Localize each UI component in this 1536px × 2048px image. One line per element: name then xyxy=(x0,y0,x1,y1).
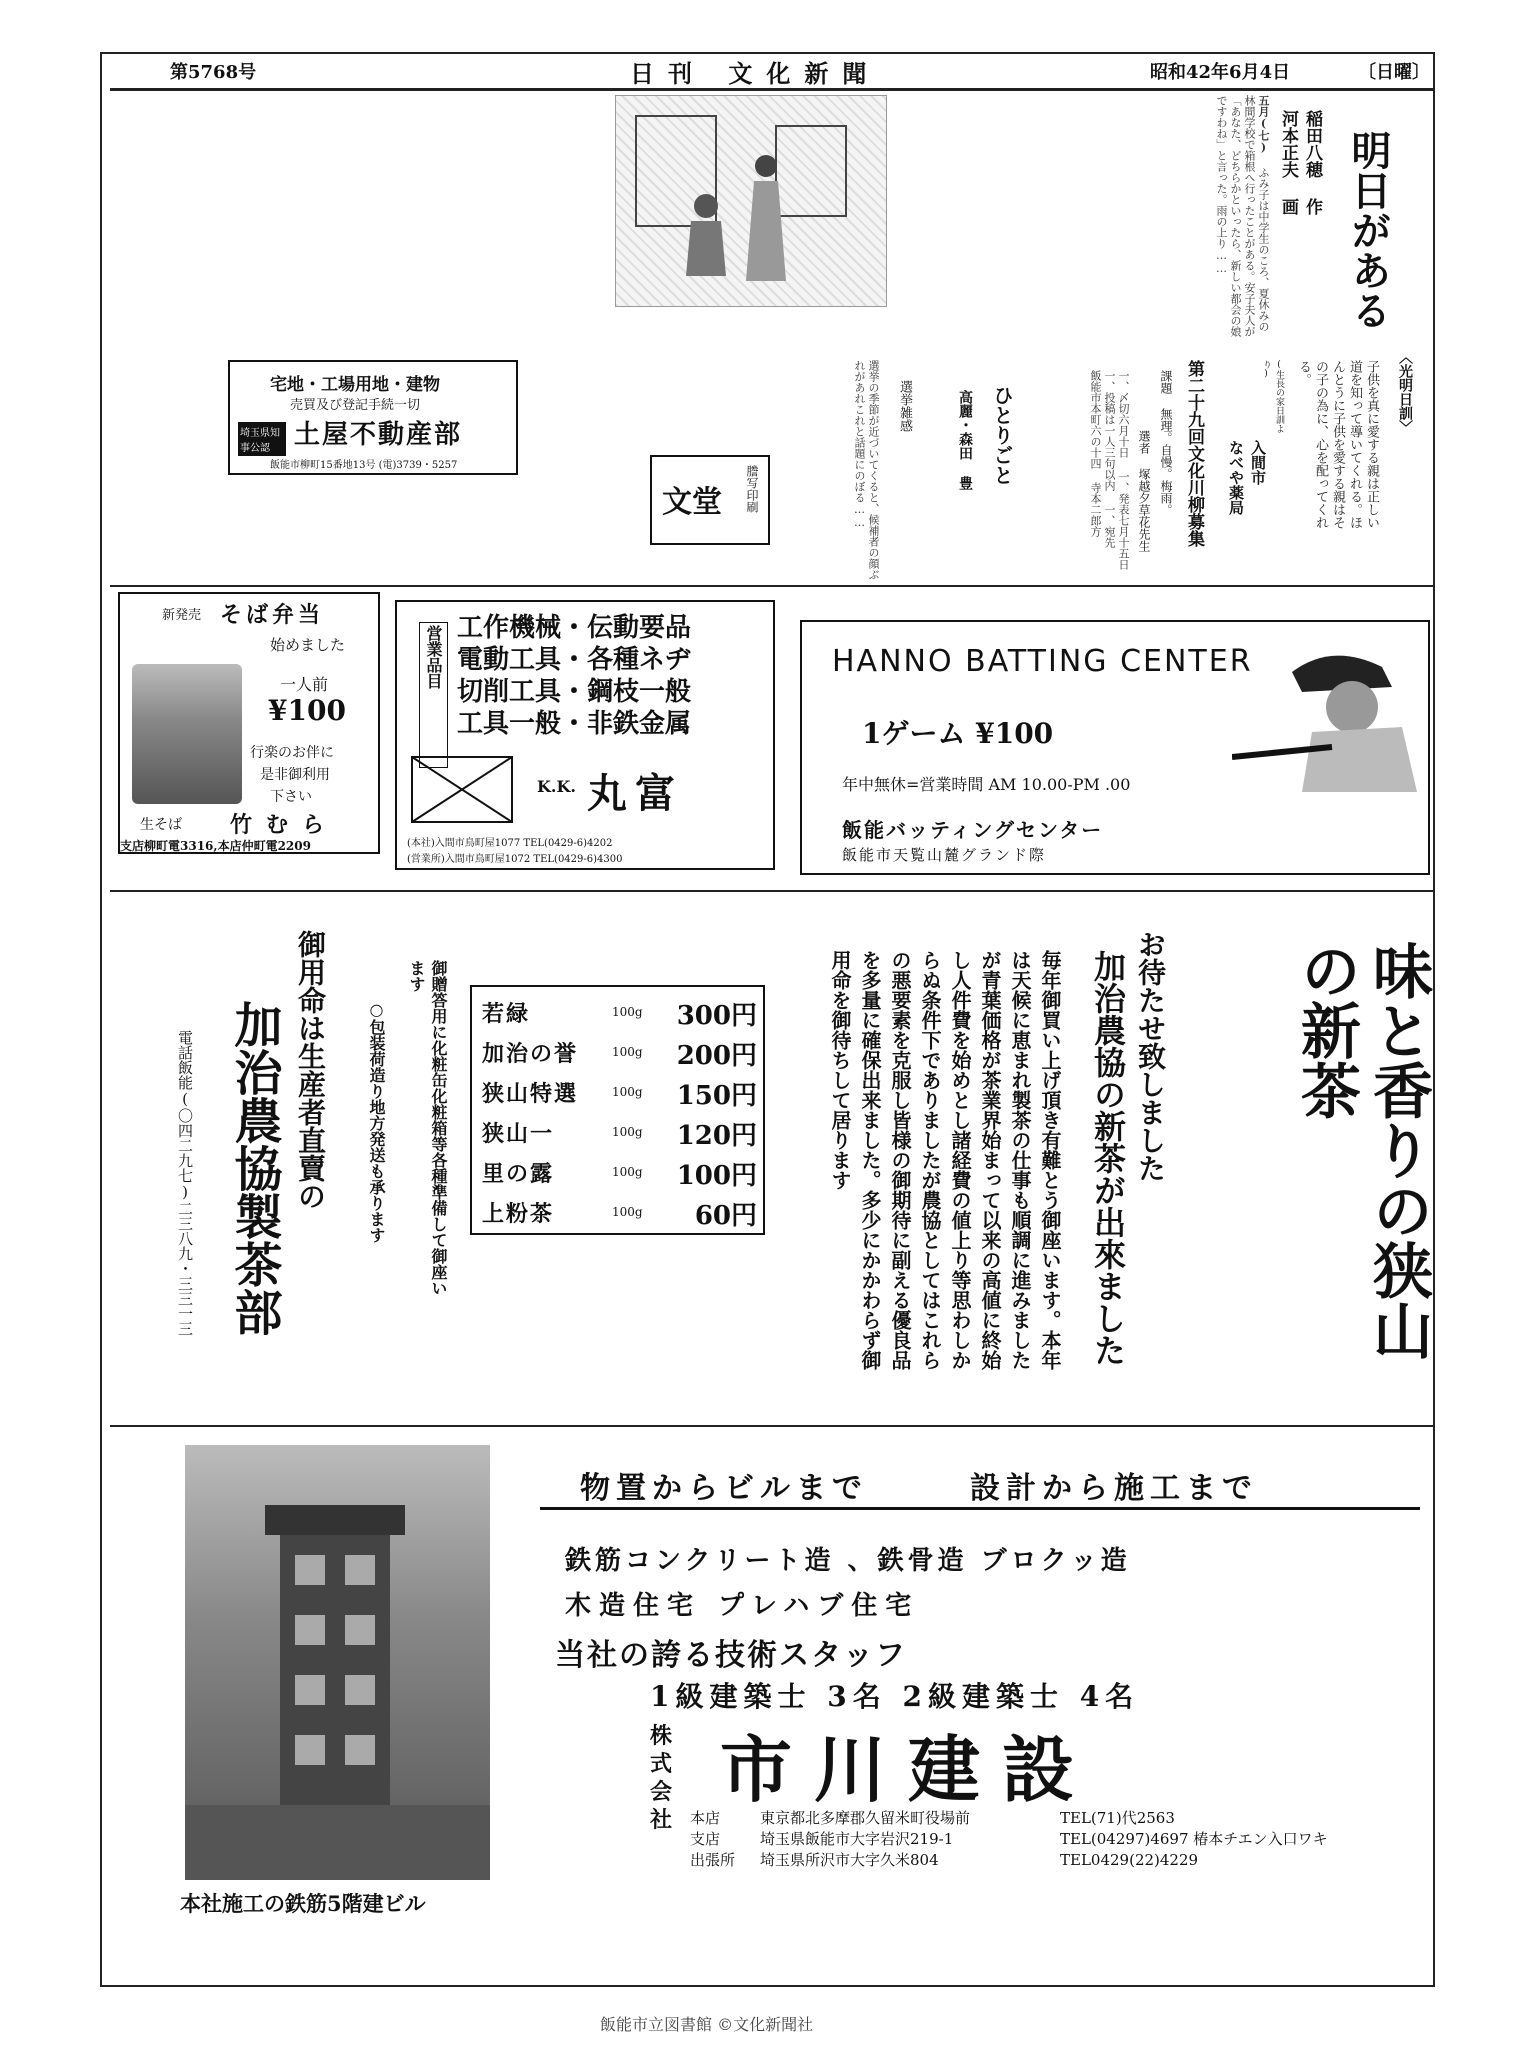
senryu-rules xyxy=(1050,370,1130,570)
office-address: 埼玉県所沢市大字久米804 xyxy=(760,1851,939,1869)
realestate-address: 飯能市柳町15番地13号 (電)3739・5257 xyxy=(270,460,458,471)
illustration-figures xyxy=(616,96,886,306)
soba-portion: 一人前 xyxy=(280,675,329,694)
essay-body: 選挙の季節が近づいてくると、候補者の顔ぶれがあれこれと話題にのぼる…… xyxy=(853,360,880,580)
price-unit: 100g xyxy=(612,1005,643,1019)
price-name: 狭山特選 xyxy=(482,1081,579,1107)
soba-product: そば弁当 xyxy=(220,602,325,628)
office-row xyxy=(690,1850,1430,1871)
batter-illustration xyxy=(1232,642,1422,792)
office-label: 出張所 xyxy=(690,1851,736,1869)
slogan-left: 物置からビルまで xyxy=(580,1471,868,1506)
issue-number: 第5768号 xyxy=(170,62,257,83)
ichikawa-line2: 木造住宅 プレハブ住宅 xyxy=(565,1591,920,1621)
masthead-rule xyxy=(110,88,1435,91)
row-rule-2 xyxy=(110,890,1435,892)
serial-body-right xyxy=(1110,95,1270,340)
serial-chapter: 五月(七) xyxy=(1257,95,1270,154)
row-rule-3 xyxy=(110,1425,1435,1427)
soba-started: 始めました xyxy=(270,636,346,654)
masthead xyxy=(110,52,1440,90)
soba-phone: 支店柳町電3316,本店仲町電2209 xyxy=(120,839,311,853)
marutomi-logo xyxy=(407,752,517,827)
marutomi-category: 営業品目 xyxy=(419,622,448,768)
price-value: 120円 xyxy=(676,1121,757,1151)
price-unit: 100g xyxy=(612,1125,643,1139)
soba-price: ¥100 xyxy=(268,694,346,727)
office-row xyxy=(690,1829,1430,1850)
senryu-subject: 課題 無理。自慢。梅雨。 xyxy=(1159,370,1173,516)
office-row xyxy=(690,1808,1430,1829)
soba-new-label: 新発売 xyxy=(162,608,202,623)
price-name: 里の露 xyxy=(482,1161,555,1187)
motto-heading: 〈光明日訓〉 xyxy=(1397,350,1413,434)
price-row xyxy=(482,1193,757,1231)
realestate-line2: 売買及び登記手続一切 xyxy=(290,398,421,413)
serial-body: ふみ子は中学生のころ、夏休みの林間学校で箱根へ行ったことがある。安子夫人が「あなた、どちらかといったら、新しい都会の娘ですわね」と言った。雨の上り…… xyxy=(1215,95,1270,337)
price-value: 150円 xyxy=(676,1081,757,1111)
marutomi-item: 切削工具・鋼枝一般 xyxy=(457,677,692,707)
marutomi-item: 工作機械・伝動要品 xyxy=(457,613,692,643)
senryu-address: 一、宛先 飯能市本町六の十四 寺本二郎方 xyxy=(1089,370,1116,548)
price-row xyxy=(482,1033,757,1071)
marutomi-items xyxy=(457,612,691,740)
essay-heading: ひとりごと xyxy=(990,385,1014,485)
price-name: 加治の誉 xyxy=(482,1041,579,1067)
ichikawa-slogan-band xyxy=(540,1455,1420,1510)
photo-caption: 本社施工の鉄筋5階建ビル xyxy=(180,1891,426,1916)
serial-body-mid xyxy=(895,95,1095,340)
tea-sub: 加治農協の新茶が出來ました xyxy=(1089,950,1127,1366)
building-photo xyxy=(185,1445,490,1880)
price-unit: 100g xyxy=(612,1045,643,1059)
office-address: 東京都北多摩郡久留米町役場前 xyxy=(760,1809,971,1827)
soba-photo xyxy=(132,664,242,804)
ichikawa-corp: 株式会社 xyxy=(650,1723,673,1833)
ichikawa-line1: 鉄筋コンクリート造 、鉄骨造 ブロクッ造 xyxy=(565,1546,1131,1576)
price-unit: 100g xyxy=(612,1205,643,1219)
print-shop-name: 文堂 xyxy=(662,485,722,520)
tea-wait: お待たせ致しました xyxy=(1134,930,1167,1182)
price-row xyxy=(482,1073,757,1111)
building-illustration xyxy=(185,1445,490,1880)
senryu-rules-text: 一、〆切六月十日 一、発表七月十五日 一、投稿は一人三句以内 xyxy=(1103,370,1130,570)
office-tel: TEL0429(22)4229 xyxy=(1060,1851,1199,1869)
footer-credit: 飯能市立図書館 ©文化新聞社 xyxy=(600,2015,814,2034)
price-name: 若緑 xyxy=(482,1001,531,1027)
soba-note2: 是非御利用 xyxy=(260,767,330,783)
price-unit: 100g xyxy=(612,1165,643,1179)
realestate-name: 土屋不動産部 xyxy=(294,420,463,450)
tea-shipping: ○包装荷造り地方発送も承ります xyxy=(367,1000,386,1243)
marutomi-ad xyxy=(395,600,775,870)
serial-illustration xyxy=(615,95,887,307)
marutomi-item: 電動工具・各種ネヂ xyxy=(457,645,692,675)
price-value: 100円 xyxy=(676,1161,757,1191)
tea-org: 加治農協製茶部 xyxy=(226,1000,282,1336)
print-shop-ad xyxy=(650,455,770,545)
marutomi-branch: (営業所)入間市鳥町屋1072 TEL(0429-6)4300 xyxy=(407,854,623,865)
serial-body-continued xyxy=(110,360,220,580)
soba-shop-prefix: 生そば xyxy=(140,817,182,833)
price-value: 300円 xyxy=(676,1001,757,1031)
office-label: 本店 xyxy=(690,1809,721,1827)
price-name: 狭山一 xyxy=(482,1121,555,1147)
row-rule-1 xyxy=(110,585,1435,587)
weekday: 〔日曜〕 xyxy=(1358,62,1430,83)
senryu-heading: 第二十九回文化川柳募集 xyxy=(1184,360,1204,547)
price-name: 上粉茶 xyxy=(482,1201,555,1227)
marutomi-hq: (本社)入間市鳥町屋1077 TEL(0429-6)4202 xyxy=(407,838,613,849)
realestate-license: 埼玉県知事公認 xyxy=(238,422,286,456)
essay-label: 選挙雑感 xyxy=(897,380,912,432)
price-row xyxy=(482,1113,757,1151)
batting-location: 飯能市天覧山麓グランド際 xyxy=(842,846,1047,864)
price-value: 60円 xyxy=(694,1201,757,1231)
ichikawa-staff-heading: 当社の誇る技術スタッフ xyxy=(555,1638,907,1673)
price-value: 200円 xyxy=(676,1041,757,1071)
batting-hours: 年中無休=営業時間 AM 10.00-PM .00 xyxy=(842,775,1131,794)
print-shop-service: 謄写印刷 xyxy=(745,465,759,513)
tea-phone: 電話飯能(〇四二九七)二三八九・三三一三 xyxy=(176,1030,194,1336)
batting-center-ad xyxy=(800,620,1430,875)
marutomi-item: 工具一般・非鉄金属 xyxy=(457,709,692,739)
soba-note1: 行楽のお伴に xyxy=(250,745,334,761)
tea-headline: 味と香りの狭山の新茶 xyxy=(1291,940,1433,1360)
serial-author: 稲田八穂 作 xyxy=(1302,110,1322,215)
tea-body: 毎年御買い上げ頂き有難とう御座います。本年は天候に恵まれ製茶の仕事も順調に進みましたが青葉価格が茶業界始まって以来の高値に終始し人件費を始めとし諸経費の値上り等思わしからぬ条件下でありましたが農協としてはこれらの悪要素を克服し皆様の御期待に副える優良品を多量に確保出来ました。多少にかかわらず御用命を御待ちして居ります xyxy=(828,950,1062,1370)
office-address: 埼玉県飯能市大字岩沢219-1 xyxy=(760,1830,954,1848)
batting-name: 飯能バッティングセンター xyxy=(842,818,1104,842)
ichikawa-name: 市川建設 xyxy=(720,1727,1097,1812)
serial-title: 明日がある xyxy=(1345,130,1391,330)
ichikawa-staff: 1級建築士 3名 2級建築士 4名 xyxy=(650,1680,1140,1713)
tea-gift: 御贈答用に化粧缶化粧箱等各種準備して御座います xyxy=(407,960,448,1296)
newspaper-title: 日刊 文化新聞 xyxy=(630,59,881,88)
tea-price-table xyxy=(470,985,765,1235)
office-tel: TEL(04297)4697 椿本チエン入口ワキ xyxy=(1060,1830,1328,1848)
realestate-ad xyxy=(228,360,518,475)
batting-title: HANNO BATTING CENTER xyxy=(832,644,1253,679)
serial-illustrator: 河本正夫 画 xyxy=(1278,110,1298,215)
office-label: 支店 xyxy=(690,1830,721,1848)
essay-author: 高麗・森田 豊 xyxy=(957,390,973,490)
issue-date: 昭和42年6月4日 xyxy=(1150,62,1291,83)
senryu-judge: 選者 塚越夕草花先生 xyxy=(1137,430,1151,552)
office-tel: TEL(71)代2563 xyxy=(1060,1809,1175,1827)
soba-ad xyxy=(118,592,380,854)
ichikawa-offices xyxy=(690,1808,1430,1871)
slogan-underline xyxy=(540,1507,1420,1510)
soba-note3: 下さい xyxy=(270,789,312,805)
marutomi-company: 丸富 xyxy=(587,770,683,817)
marutomi-company-prefix: K.K. xyxy=(537,777,576,796)
motto-sponsor-name: なべや薬局 xyxy=(1227,440,1245,515)
motto-text: 子供を真に愛する親は正しい道を知って導いてくれる。ほんとうに子供を愛する親はその子の為に、心を配ってくれる。 xyxy=(1296,360,1379,529)
slogan-right: 設計から施工まで xyxy=(970,1471,1258,1506)
price-row xyxy=(482,1153,757,1191)
price-row xyxy=(482,993,757,1031)
motto-note: (生長の家日訓より) xyxy=(1261,360,1284,433)
serial-body-left xyxy=(240,95,600,355)
motto-sponsor-city: 入間市 xyxy=(1249,440,1267,485)
realestate-line1: 宅地・工場用地・建物 xyxy=(270,375,440,395)
soba-shop: 竹むら xyxy=(230,812,339,838)
batting-price: 1ゲーム ¥100 xyxy=(862,717,1054,750)
price-unit: 100g xyxy=(612,1085,643,1099)
tea-call: 御用命は生産者直賣の xyxy=(294,930,327,1210)
